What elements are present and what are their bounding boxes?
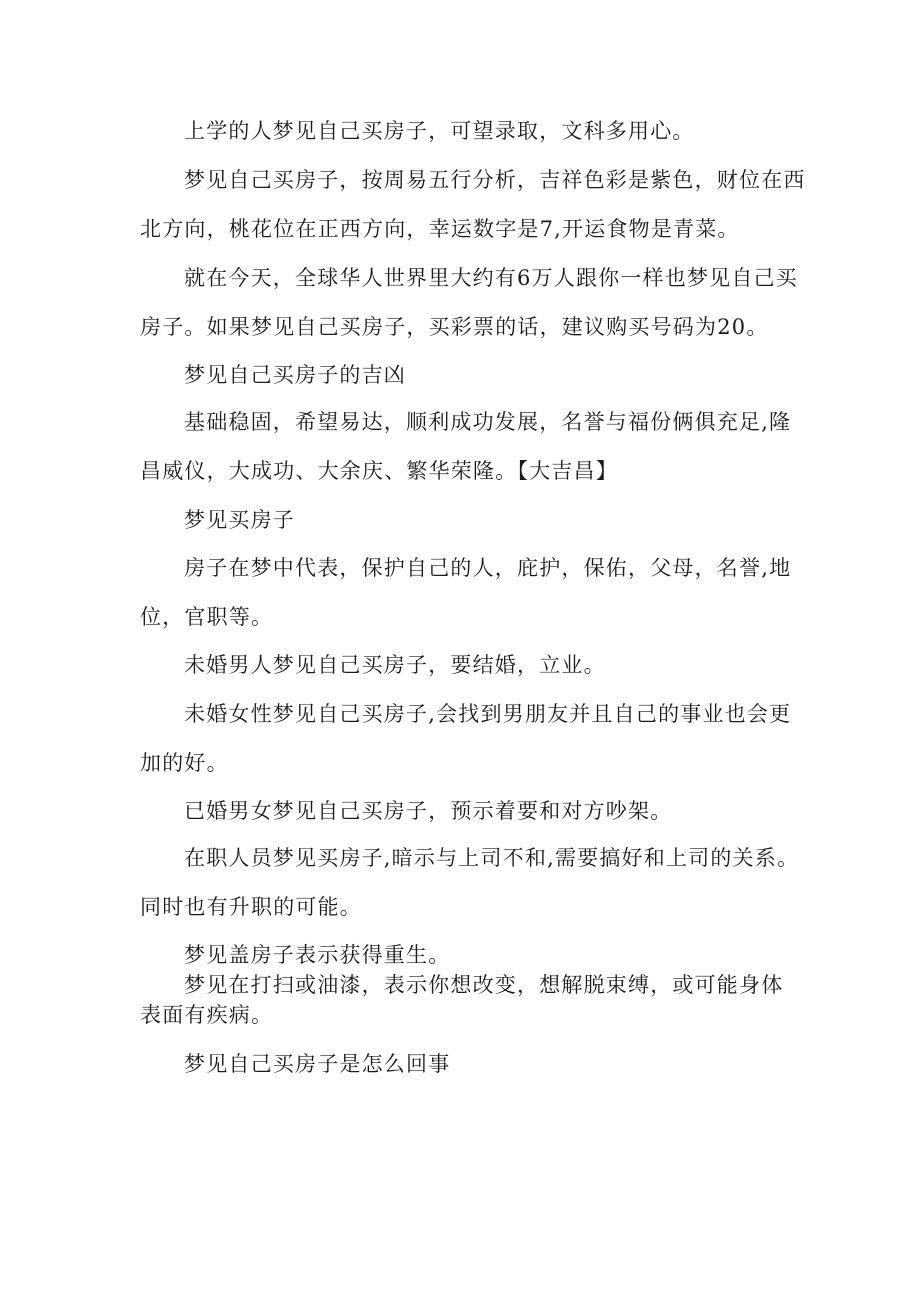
paragraph-7 [140, 553, 790, 632]
paragraph-5 [140, 407, 790, 486]
paragraph-line: 梦见盖房子表示获得重生。 [184, 943, 451, 967]
paragraph-line: 加的好。 [140, 751, 229, 775]
paragraph-line: 同时也有升职的可能。 [140, 895, 362, 919]
paragraph-line: 北方向，桃花位在正西方向，幸运数字是7,开运食物是青菜。 [140, 217, 740, 241]
paragraph-line: 未婚女性梦见自己买房子,会找到男朋友并且自己的事业也会更 [184, 702, 792, 726]
paragraph-13 [140, 970, 790, 1030]
paragraph-11 [140, 843, 800, 922]
paragraph-line: 上学的人梦见自己买房子，可望录取，文科多用心。 [184, 119, 695, 143]
paragraph-6-heading [140, 505, 790, 535]
paragraph-10 [140, 796, 790, 826]
paragraph-line: 表面有疾病。 [140, 1003, 274, 1027]
paragraph-9 [140, 699, 790, 778]
paragraph-4-heading [140, 360, 790, 390]
paragraph-line: 已婚男女梦见自己买房子，预示着要和对方吵架。 [184, 799, 673, 823]
paragraph-line: 房子在梦中代表，保护自己的人，庇护，保佑，父母，名誉,地 [184, 556, 792, 580]
paragraph-line: 梦见买房子 [184, 508, 295, 532]
paragraph-8 [140, 650, 790, 680]
paragraph-line: 未婚男人梦见自己买房子，要结婚，立业。 [184, 653, 606, 677]
paragraph-line: 梦见自己买房子，按周易五行分析，吉祥色彩是紫色，财位在西 [184, 168, 806, 192]
paragraph-line: 梦见自己买房子的吉凶 [184, 363, 406, 387]
paragraph-3 [140, 263, 798, 342]
paragraph-line: 昌威仪，大成功、大余庆、繁华荣隆。【大吉昌】 [140, 459, 618, 483]
paragraph-14-heading [140, 1049, 790, 1079]
paragraph-1 [140, 116, 790, 146]
paragraph-line: 在职人员梦见买房子,暗示与上司不和,需要搞好和上司的关系。 [184, 846, 800, 870]
paragraph-line: 就在今天，全球华人世界里大约有6万人跟你一样也梦见自己买 [184, 266, 798, 290]
paragraph-line: 梦见在打扫或油漆，表示你想改变，想解脱束缚，或可能身体 [184, 973, 784, 997]
paragraph-line: 位，官职等。 [140, 605, 274, 629]
paragraph-2 [140, 165, 806, 244]
paragraph-line: 梦见自己买房子是怎么回事 [184, 1052, 451, 1076]
paragraph-line: 基础稳固，希望易达，顺利成功发展，名誉与福份俩俱充足,隆 [184, 410, 792, 434]
paragraph-line: 房子。如果梦见自己买房子，买彩票的话，建议购买号码为20。 [140, 315, 769, 339]
paragraph-12 [140, 940, 790, 970]
